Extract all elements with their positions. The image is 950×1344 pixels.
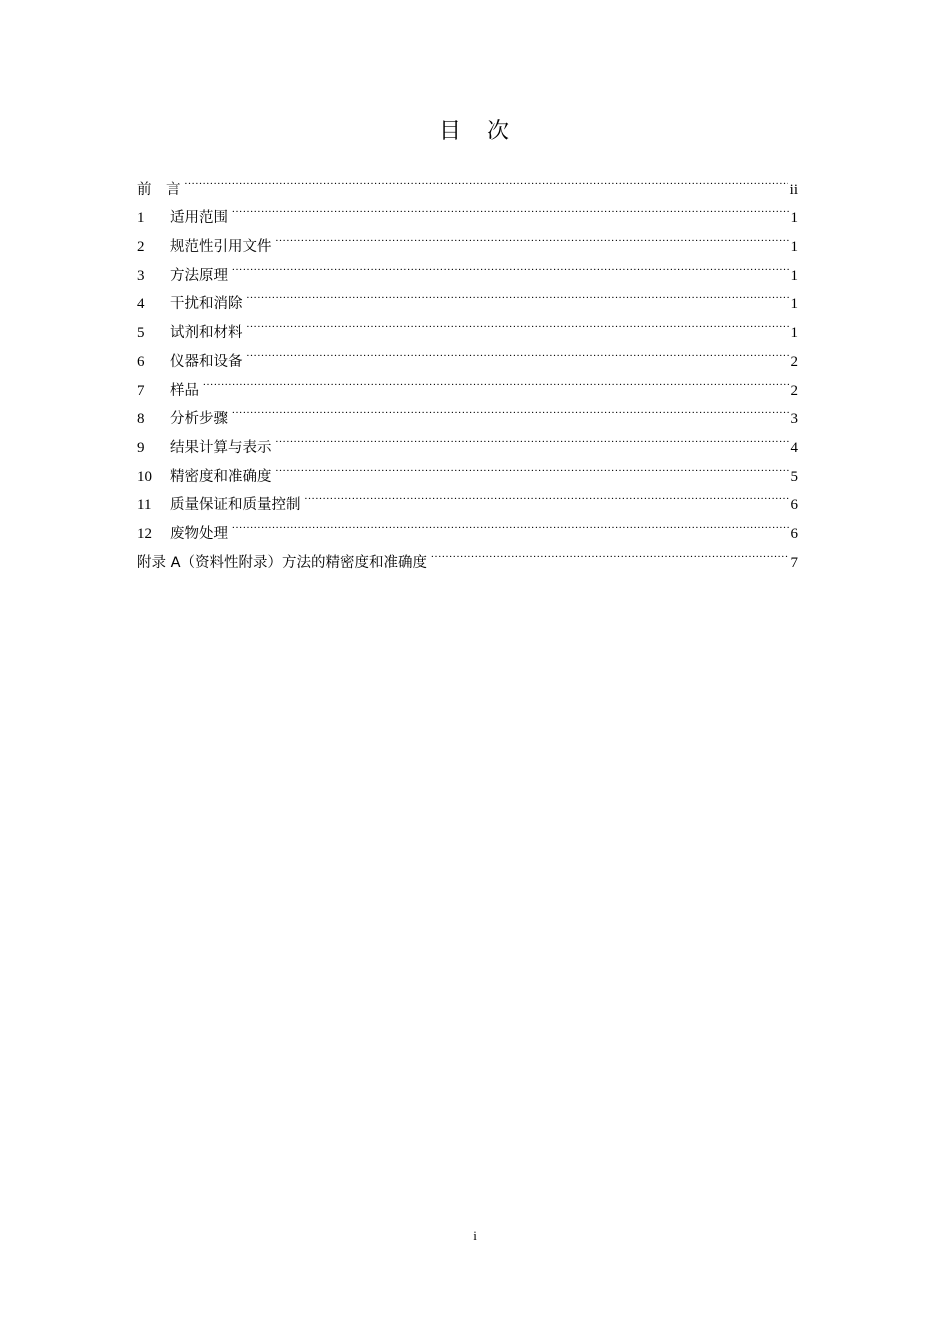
footer-page-number: i [473,1228,477,1243]
toc-entry-number: 12 [137,525,152,542]
toc-dot-leader [276,222,789,251]
toc-dot-leader [232,395,789,424]
toc-entry-page: 1 [790,210,798,227]
toc-entry-page: 6 [790,525,798,542]
toc-dot-leader [431,538,788,567]
toc-entry-number: 5 [137,325,145,342]
toc-entry-number: 2 [137,239,145,256]
toc-entry-number: 10 [137,468,152,485]
toc-entry-4[interactable] [137,280,798,313]
toc-entry-8[interactable] [137,395,798,428]
toc-entry-number: 6 [137,353,145,370]
toc-entry-page: 2 [790,353,798,370]
toc-entry-title: 结果计算与表示 [170,439,272,456]
toc-entry-title: 质量保证和质量控制 [170,497,301,514]
toc-entry-title: 规范性引用文件 [170,239,272,256]
toc-dot-leader [185,165,788,194]
toc-entry-title: 适用范围 [170,210,228,227]
toc-entry-number: 1 [137,210,145,227]
toc-entry-9[interactable] [137,423,798,456]
toc-dot-leader [203,366,789,395]
toc-entry-7[interactable] [137,366,798,399]
toc-list [137,165,798,571]
toc-dot-leader [247,337,789,366]
toc-entry-12[interactable] [137,509,798,542]
toc-entry-title: 附录 A（资料性附录）方法的精密度和准确度 [137,554,428,571]
toc-entry-title: 试剂和材料 [170,325,243,342]
toc-dot-leader [305,481,789,510]
toc-entry-number: 8 [137,411,145,428]
toc-entry-page: 2 [790,382,798,399]
toc-entry-title: 仪器和设备 [170,353,243,370]
toc-entry-page: 3 [790,411,798,428]
toc-entry-page: 7 [790,554,798,571]
toc-entry-number: 9 [137,439,145,456]
toc-entry-number: 11 [137,497,152,514]
toc-dot-leader [276,452,789,481]
toc-entry-page: 1 [790,325,798,342]
toc-entry-title: 干扰和消除 [170,296,243,313]
toc-dot-leader [276,423,789,452]
toc-entry-number: 4 [137,296,145,313]
toc-dot-leader [232,251,789,280]
toc-entry-title: 方法原理 [170,267,228,284]
toc-entry-page: 1 [790,296,798,313]
toc-entry-number: 3 [137,267,145,284]
toc-entry-page: 6 [790,497,798,514]
toc-entry-title: 分析步骤 [170,411,228,428]
toc-entry-3[interactable] [137,251,798,284]
toc-entry-2[interactable] [137,222,798,256]
toc-entry-page: 4 [790,439,798,456]
toc-entry-appendix-a[interactable] [137,538,798,571]
toc-entry-title: 精密度和准确度 [170,468,272,485]
toc-entry-title: 废物处理 [170,525,228,542]
toc-title: 目 次 [438,119,511,144]
toc-entry-page: 1 [790,267,798,284]
toc-entry-1[interactable] [137,194,798,227]
toc-entry-page: ii [789,181,798,198]
toc-entry-number: 7 [137,382,145,399]
toc-dot-leader [247,308,789,337]
toc-entry-page: 1 [790,239,798,256]
toc-dot-leader [247,280,789,309]
toc-dot-leader [232,509,789,538]
toc-entry-title: 样品 [170,382,199,399]
toc-dot-leader [232,194,789,223]
toc-entry-preface[interactable] [137,165,798,198]
toc-entry-title: 前 言 [137,181,181,198]
toc-entry-page: 5 [790,468,798,485]
